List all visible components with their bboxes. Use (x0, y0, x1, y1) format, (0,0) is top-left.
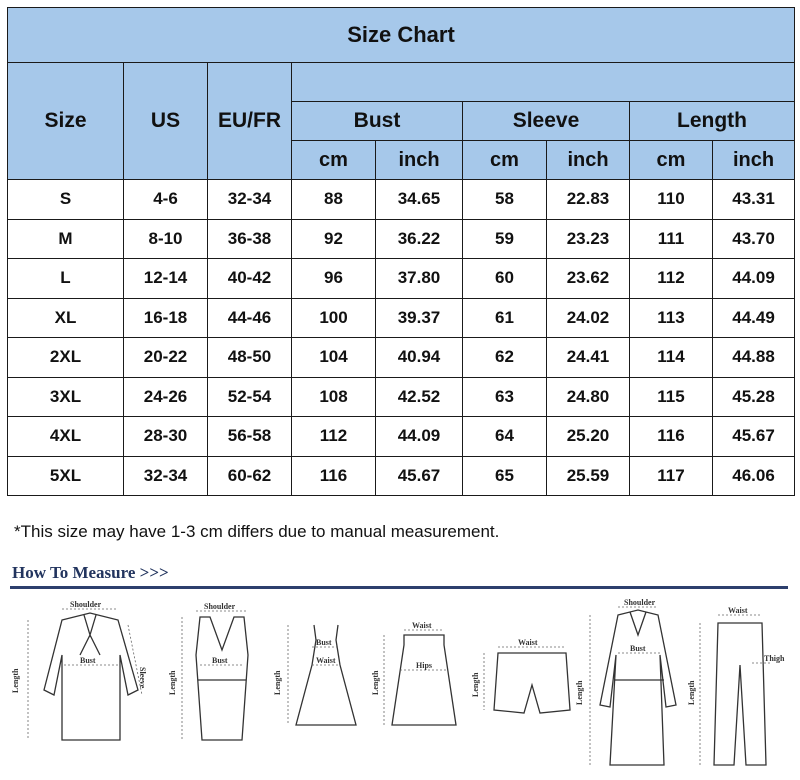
unit-inch: inch (547, 141, 630, 180)
skirt-illustration (371, 621, 456, 725)
table-row (8, 180, 795, 220)
cell-us: 28-30 (124, 417, 208, 457)
header-sleeve: Sleeve (463, 102, 630, 141)
cell-bust-inch: 40.94 (376, 338, 463, 378)
cell-size: 4XL (8, 417, 124, 457)
cell-eu: 36-38 (208, 219, 292, 259)
table-row (8, 298, 795, 338)
table-title: Size Chart (8, 8, 795, 63)
cell-sleeve-cm: 60 (463, 259, 547, 299)
cell-eu: 40-42 (208, 259, 292, 299)
header-blank-band (292, 63, 795, 102)
label-length: Length (371, 670, 380, 695)
unit-inch: inch (713, 141, 795, 180)
label-length: Length (273, 670, 282, 695)
label-hips: Hips (416, 661, 433, 670)
label-waist: Waist (728, 606, 748, 615)
unit-cm: cm (463, 141, 547, 180)
cell-bust-inch: 36.22 (376, 219, 463, 259)
cell-length-inch: 43.31 (713, 180, 795, 220)
cell-length-cm: 114 (630, 338, 713, 378)
label-shoulder: Shoulder (624, 598, 656, 607)
blouse-illustration (11, 600, 147, 740)
cell-bust-inch: 44.09 (376, 417, 463, 457)
table-row (8, 456, 795, 496)
cell-eu: 32-34 (208, 180, 292, 220)
cell-length-inch: 44.49 (713, 298, 795, 338)
tank-top-illustration (168, 602, 248, 740)
cell-sleeve-inch: 25.20 (547, 417, 630, 457)
coat-illustration (575, 598, 676, 765)
cell-us: 12-14 (124, 259, 208, 299)
cell-bust-cm: 108 (292, 377, 376, 417)
unit-cm: cm (292, 141, 376, 180)
table-row (8, 377, 795, 417)
cell-us: 16-18 (124, 298, 208, 338)
cell-length-cm: 111 (630, 219, 713, 259)
cell-us: 4-6 (124, 180, 208, 220)
cell-sleeve-cm: 58 (463, 180, 547, 220)
cell-sleeve-cm: 61 (463, 298, 547, 338)
cell-size: 5XL (8, 456, 124, 496)
cell-sleeve-inch: 23.23 (547, 219, 630, 259)
label-length: Length (575, 680, 584, 705)
cell-sleeve-cm: 64 (463, 417, 547, 457)
label-bust: Bust (316, 638, 332, 647)
cell-bust-cm: 92 (292, 219, 376, 259)
cell-us: 32-34 (124, 456, 208, 496)
measurement-note: *This size may have 1-3 cm differs due to manual measurement. (14, 522, 500, 541)
cell-eu: 56-58 (208, 417, 292, 457)
cell-sleeve-inch: 25.59 (547, 456, 630, 496)
label-length: Length (687, 680, 696, 705)
cell-eu: 60-62 (208, 456, 292, 496)
dress-illustration (273, 625, 356, 725)
label-bust: Bust (630, 644, 646, 653)
measurement-illustrations (0, 595, 800, 775)
label-waist: Waist (412, 621, 432, 630)
how-to-measure-heading: How To Measure >>> (12, 563, 169, 582)
cell-sleeve-inch: 23.62 (547, 259, 630, 299)
heading-rule (10, 586, 788, 589)
label-length: Length (471, 672, 480, 697)
label-sleeve: Sleeve (138, 667, 147, 689)
table-row (8, 338, 795, 378)
cell-length-inch: 46.06 (713, 456, 795, 496)
header-us: US (124, 63, 208, 180)
cell-length-inch: 45.67 (713, 417, 795, 457)
label-length: Length (11, 668, 20, 693)
cell-length-cm: 113 (630, 298, 713, 338)
cell-sleeve-cm: 59 (463, 219, 547, 259)
cell-bust-cm: 116 (292, 456, 376, 496)
cell-eu: 52-54 (208, 377, 292, 417)
cell-sleeve-cm: 65 (463, 456, 547, 496)
cell-length-cm: 110 (630, 180, 713, 220)
cell-eu: 44-46 (208, 298, 292, 338)
unit-inch: inch (376, 141, 463, 180)
cell-length-cm: 115 (630, 377, 713, 417)
unit-cm: cm (630, 141, 713, 180)
cell-bust-cm: 104 (292, 338, 376, 378)
label-thigh: Thigh (764, 654, 785, 663)
shorts-illustration (471, 638, 570, 713)
label-bust: Bust (212, 656, 228, 665)
cell-sleeve-cm: 63 (463, 377, 547, 417)
cell-bust-cm: 88 (292, 180, 376, 220)
cell-length-cm: 117 (630, 456, 713, 496)
label-waist: Waist (316, 656, 336, 665)
header-length: Length (630, 102, 795, 141)
trousers-illustration (687, 606, 785, 765)
table-row (8, 219, 795, 259)
cell-sleeve-inch: 24.80 (547, 377, 630, 417)
cell-bust-inch: 37.80 (376, 259, 463, 299)
cell-bust-cm: 112 (292, 417, 376, 457)
cell-us: 24-26 (124, 377, 208, 417)
table-row (8, 417, 795, 457)
cell-size: 3XL (8, 377, 124, 417)
cell-sleeve-inch: 24.02 (547, 298, 630, 338)
cell-length-inch: 43.70 (713, 219, 795, 259)
cell-length-inch: 44.88 (713, 338, 795, 378)
cell-sleeve-inch: 24.41 (547, 338, 630, 378)
cell-us: 20-22 (124, 338, 208, 378)
label-length: Length (168, 670, 177, 695)
header-size: Size (8, 63, 124, 180)
label-shoulder: Shoulder (70, 600, 102, 609)
cell-bust-inch: 42.52 (376, 377, 463, 417)
cell-length-cm: 112 (630, 259, 713, 299)
cell-bust-cm: 100 (292, 298, 376, 338)
cell-bust-inch: 39.37 (376, 298, 463, 338)
header-bust: Bust (292, 102, 463, 141)
cell-length-cm: 116 (630, 417, 713, 457)
cell-length-inch: 45.28 (713, 377, 795, 417)
cell-bust-inch: 45.67 (376, 456, 463, 496)
cell-sleeve-inch: 22.83 (547, 180, 630, 220)
cell-length-inch: 44.09 (713, 259, 795, 299)
cell-bust-cm: 96 (292, 259, 376, 299)
table-row (8, 259, 795, 299)
label-shoulder: Shoulder (204, 602, 236, 611)
label-waist: Waist (518, 638, 538, 647)
cell-size: L (8, 259, 124, 299)
cell-us: 8-10 (124, 219, 208, 259)
label-bust: Bust (80, 656, 96, 665)
cell-size: M (8, 219, 124, 259)
header-eu: EU/FR (208, 63, 292, 180)
cell-size: 2XL (8, 338, 124, 378)
cell-bust-inch: 34.65 (376, 180, 463, 220)
cell-size: XL (8, 298, 124, 338)
cell-size: S (8, 180, 124, 220)
size-table-body (8, 180, 795, 496)
cell-eu: 48-50 (208, 338, 292, 378)
size-chart-table (7, 7, 795, 496)
cell-sleeve-cm: 62 (463, 338, 547, 378)
